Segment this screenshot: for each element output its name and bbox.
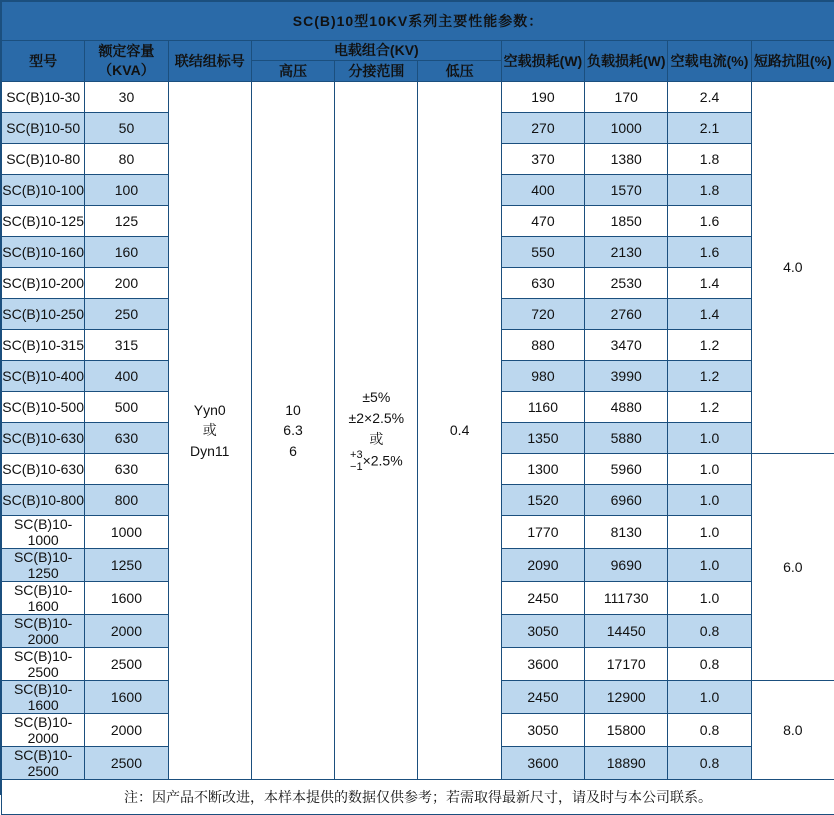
- cell-load-loss: 4880: [585, 391, 668, 422]
- cell-model: SC(B)10-1600: [2, 680, 85, 713]
- cell-no-load-loss: 190: [501, 81, 584, 112]
- hv-line1: 10: [252, 400, 334, 420]
- cell-model: SC(B)10-630: [2, 453, 85, 484]
- cell-no-load-current: 1.6: [668, 236, 751, 267]
- cell-load-loss: 14450: [585, 614, 668, 647]
- cell-load-loss: 9690: [585, 548, 668, 581]
- header-impedance: 短路抗阻(%): [751, 41, 834, 82]
- cell-model: SC(B)10-630: [2, 422, 85, 453]
- table-row: [2, 81, 834, 112]
- cell-capacity: 80: [85, 143, 168, 174]
- cell-no-load-loss: 400: [501, 174, 584, 205]
- tap-frac-top: +3: [350, 450, 363, 462]
- cell-no-load-loss: 720: [501, 298, 584, 329]
- tap-frac-suffix: ×2.5%: [363, 453, 403, 469]
- cell-load-loss: 1000: [585, 112, 668, 143]
- cell-model: SC(B)10-80: [2, 143, 85, 174]
- cell-no-load-current: 1.8: [668, 174, 751, 205]
- header-capacity: [85, 41, 168, 82]
- cell-hv-merged: [251, 81, 334, 779]
- header-connection: 联结组标号: [168, 41, 251, 82]
- cell-connection-merged: [168, 81, 251, 779]
- cell-capacity: 1000: [85, 515, 168, 548]
- cell-no-load-current: 1.0: [668, 484, 751, 515]
- hv-line2: 6.3: [252, 420, 334, 440]
- cell-no-load-loss: 2090: [501, 548, 584, 581]
- cell-model: SC(B)10-2000: [2, 713, 85, 746]
- cell-no-load-current: 1.6: [668, 205, 751, 236]
- cell-capacity: 315: [85, 329, 168, 360]
- tap-line3: 或: [335, 429, 417, 450]
- cell-tap-range-merged: [335, 81, 418, 779]
- cell-no-load-current: 1.2: [668, 391, 751, 422]
- cell-no-load-loss: 3600: [501, 647, 584, 680]
- cell-model: SC(B)10-2500: [2, 746, 85, 779]
- cell-capacity: 50: [85, 112, 168, 143]
- cell-capacity: 2500: [85, 647, 168, 680]
- header-model: 型号: [2, 41, 85, 82]
- cell-capacity: 2500: [85, 746, 168, 779]
- cell-no-load-loss: 1770: [501, 515, 584, 548]
- cell-no-load-current: 1.0: [668, 515, 751, 548]
- cell-no-load-current: 2.1: [668, 112, 751, 143]
- cell-model: SC(B)10-400: [2, 360, 85, 391]
- cell-capacity: 800: [85, 484, 168, 515]
- cell-no-load-current: 1.0: [668, 581, 751, 614]
- cell-model: SC(B)10-50: [2, 112, 85, 143]
- header-load-loss: 负载损耗(W): [585, 41, 668, 82]
- cell-lv-merged: 0.4: [418, 81, 501, 779]
- cell-load-loss: 3470: [585, 329, 668, 360]
- tap-line2: ±2×2.5%: [335, 408, 417, 429]
- cell-load-loss: 6960: [585, 484, 668, 515]
- cell-capacity: 400: [85, 360, 168, 391]
- tap-frac-bottom: −1: [350, 462, 363, 474]
- cell-no-load-loss: 1300: [501, 453, 584, 484]
- cell-impedance-group: 8.0: [751, 680, 834, 779]
- cell-no-load-current: 1.8: [668, 143, 751, 174]
- tap-line1: ±5%: [335, 387, 417, 408]
- cell-no-load-current: 0.8: [668, 746, 751, 779]
- cell-load-loss: 2760: [585, 298, 668, 329]
- tap-fraction: [350, 450, 363, 473]
- cell-capacity: 250: [85, 298, 168, 329]
- cell-no-load-current: 1.0: [668, 548, 751, 581]
- cell-load-loss: 1570: [585, 174, 668, 205]
- cell-capacity: 630: [85, 422, 168, 453]
- header-hv: 高压: [251, 60, 334, 81]
- cell-model: SC(B)10-315: [2, 329, 85, 360]
- cell-impedance-group: 6.0: [751, 453, 834, 680]
- cell-no-load-current: 1.0: [668, 422, 751, 453]
- cell-model: SC(B)10-800: [2, 484, 85, 515]
- cell-model: SC(B)10-30: [2, 81, 85, 112]
- header-row-primary: [2, 41, 834, 61]
- cell-no-load-current: 1.0: [668, 453, 751, 484]
- tap-line4: [335, 450, 417, 473]
- cell-no-load-loss: 2450: [501, 680, 584, 713]
- cell-model: SC(B)10-2500: [2, 647, 85, 680]
- cell-no-load-current: 1.2: [668, 360, 751, 391]
- note-row: [2, 779, 834, 814]
- header-no-load-loss: 空载损耗(W): [501, 41, 584, 82]
- cell-capacity: 1600: [85, 581, 168, 614]
- cell-no-load-loss: 630: [501, 267, 584, 298]
- cell-no-load-loss: 3600: [501, 746, 584, 779]
- cell-capacity: 1600: [85, 680, 168, 713]
- cell-no-load-current: 2.4: [668, 81, 751, 112]
- spec-table: [1, 1, 834, 815]
- cell-capacity: 1250: [85, 548, 168, 581]
- cell-no-load-loss: 370: [501, 143, 584, 174]
- cell-capacity: 2000: [85, 713, 168, 746]
- cell-capacity: 2000: [85, 614, 168, 647]
- hv-line3: 6: [252, 441, 334, 461]
- cell-load-loss: 5880: [585, 422, 668, 453]
- cell-load-loss: 111730: [585, 581, 668, 614]
- cell-capacity: 30: [85, 81, 168, 112]
- cell-no-load-current: 1.2: [668, 329, 751, 360]
- cell-model: SC(B)10-1000: [2, 515, 85, 548]
- page-title: SC(B)10型10KV系列主要性能参数：: [2, 2, 834, 41]
- connection-line1: Yyn0: [169, 400, 251, 420]
- cell-no-load-loss: 2450: [501, 581, 584, 614]
- cell-no-load-loss: 470: [501, 205, 584, 236]
- connection-line3: Dyn11: [169, 441, 251, 461]
- header-no-load-current: 空载电流(%): [668, 41, 751, 82]
- cell-capacity: 160: [85, 236, 168, 267]
- cell-capacity: 630: [85, 453, 168, 484]
- cell-impedance-group: 4.0: [751, 81, 834, 453]
- cell-no-load-loss: 550: [501, 236, 584, 267]
- cell-model: SC(B)10-125: [2, 205, 85, 236]
- cell-no-load-current: 0.8: [668, 713, 751, 746]
- footer-note: 注：因产品不断改进，本样本提供的数据仅供参考；若需取得最新尺寸，请及时与本公司联系。: [2, 779, 834, 814]
- cell-no-load-current: 0.8: [668, 614, 751, 647]
- cell-model: SC(B)10-2000: [2, 614, 85, 647]
- cell-no-load-loss: 270: [501, 112, 584, 143]
- cell-model: SC(B)10-500: [2, 391, 85, 422]
- cell-model: SC(B)10-1600: [2, 581, 85, 614]
- cell-no-load-loss: 1350: [501, 422, 584, 453]
- cell-no-load-loss: 1520: [501, 484, 584, 515]
- header-tap-range: 分接范围: [335, 60, 418, 81]
- cell-capacity: 125: [85, 205, 168, 236]
- cell-no-load-current: 1.4: [668, 298, 751, 329]
- cell-no-load-current: 1.0: [668, 680, 751, 713]
- cell-no-load-loss: 980: [501, 360, 584, 391]
- cell-model: SC(B)10-100: [2, 174, 85, 205]
- cell-load-loss: 15800: [585, 713, 668, 746]
- spec-table-body: [2, 2, 834, 815]
- cell-load-loss: 2530: [585, 267, 668, 298]
- cell-capacity: 100: [85, 174, 168, 205]
- header-lv: 低压: [418, 60, 501, 81]
- cell-load-loss: 17170: [585, 647, 668, 680]
- cell-model: SC(B)10-160: [2, 236, 85, 267]
- cell-load-loss: 1850: [585, 205, 668, 236]
- header-capacity-line2: （KVA）: [85, 61, 167, 80]
- cell-load-loss: 2130: [585, 236, 668, 267]
- cell-no-load-loss: 3050: [501, 713, 584, 746]
- header-capacity-line1: 额定容量: [85, 42, 167, 61]
- cell-load-loss: 3990: [585, 360, 668, 391]
- cell-load-loss: 170: [585, 81, 668, 112]
- cell-load-loss: 5960: [585, 453, 668, 484]
- cell-load-loss: 12900: [585, 680, 668, 713]
- title-row: [2, 2, 834, 41]
- cell-capacity: 200: [85, 267, 168, 298]
- cell-no-load-loss: 3050: [501, 614, 584, 647]
- cell-no-load-current: 1.4: [668, 267, 751, 298]
- cell-load-loss: 18890: [585, 746, 668, 779]
- cell-no-load-current: 0.8: [668, 647, 751, 680]
- header-voltage-group: 电载组合(KV): [251, 41, 501, 61]
- cell-no-load-loss: 1160: [501, 391, 584, 422]
- cell-model: SC(B)10-200: [2, 267, 85, 298]
- connection-line2: 或: [169, 420, 251, 440]
- cell-no-load-loss: 880: [501, 329, 584, 360]
- cell-capacity: 500: [85, 391, 168, 422]
- cell-model: SC(B)10-250: [2, 298, 85, 329]
- cell-model: SC(B)10-1250: [2, 548, 85, 581]
- cell-load-loss: 1380: [585, 143, 668, 174]
- cell-load-loss: 8130: [585, 515, 668, 548]
